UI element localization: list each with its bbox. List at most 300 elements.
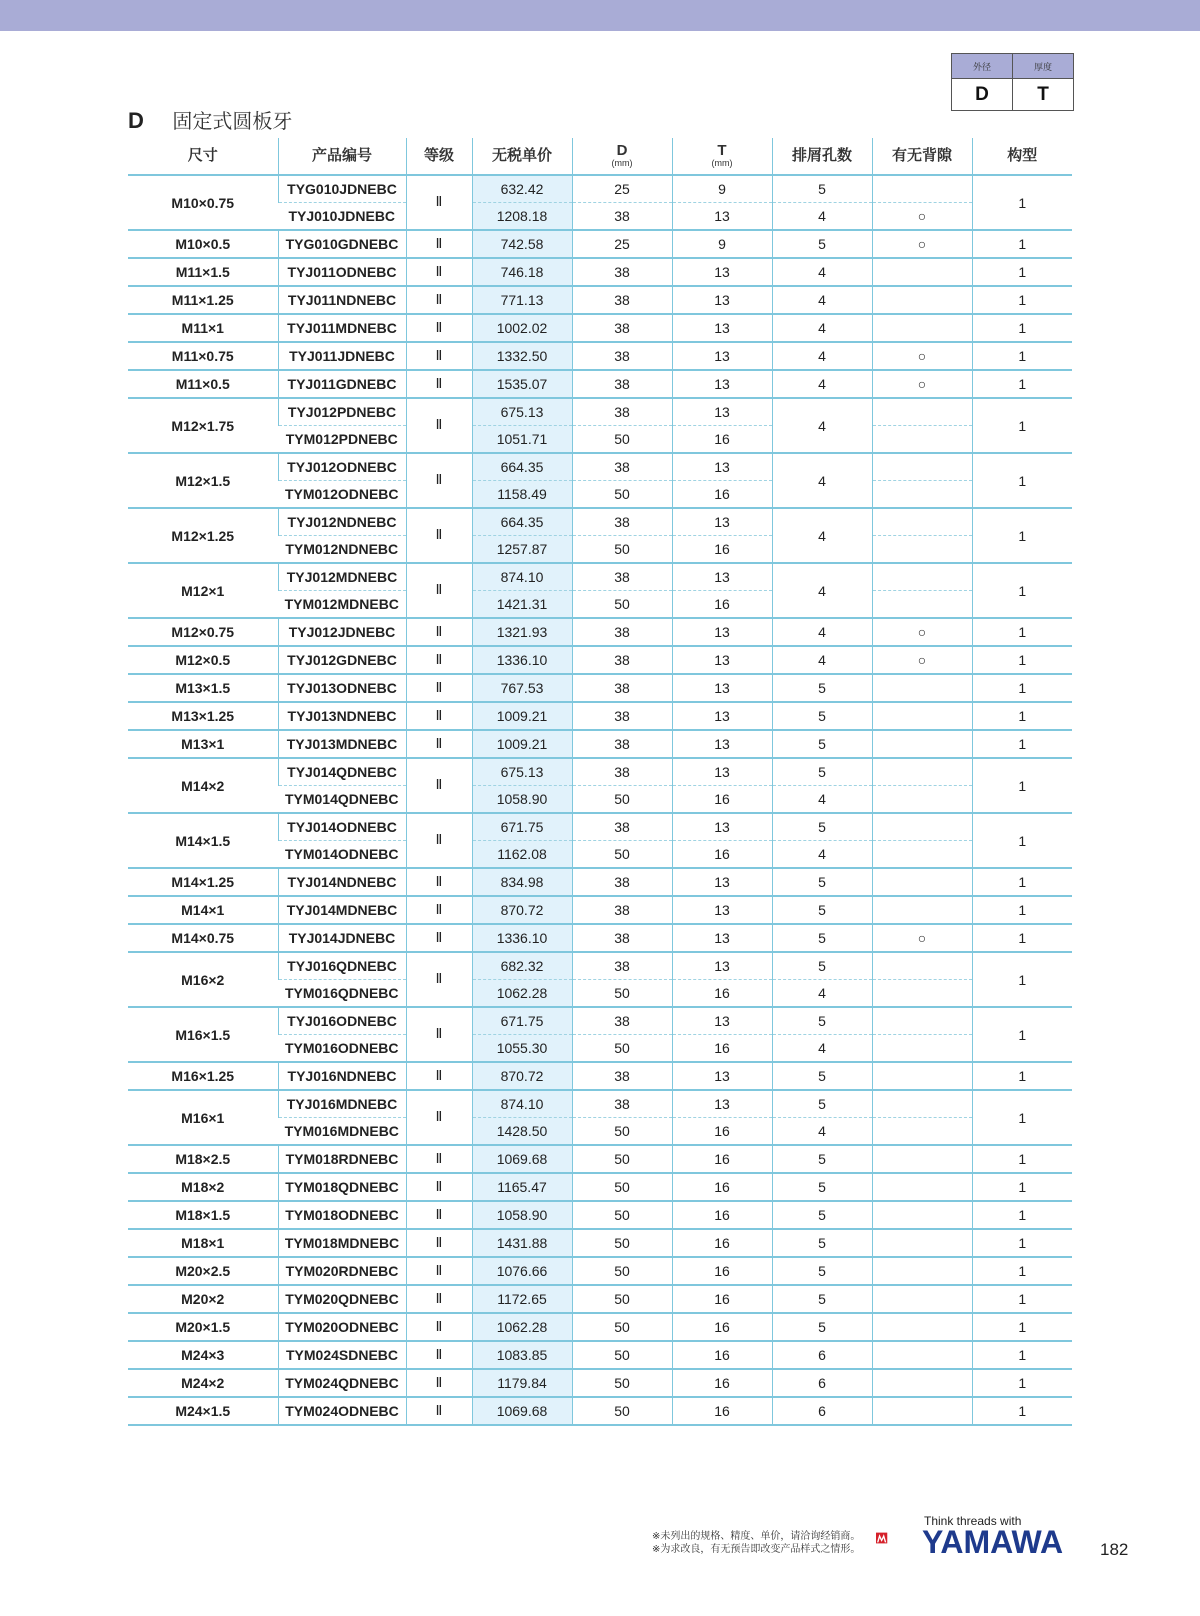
section-name: 固定式圆板牙	[172, 111, 293, 133]
type-cell: 1	[972, 813, 1072, 868]
holes-cell: 4	[772, 508, 872, 563]
table-row	[128, 230, 1072, 258]
diameter-cell: 50	[572, 841, 672, 869]
type-cell: 1	[972, 674, 1072, 702]
product-code-cell: TYJ016MDNEBC	[278, 1090, 406, 1118]
price-cell: 1162.08	[472, 841, 572, 869]
diameter-cell: 38	[572, 646, 672, 674]
size-cell: M14×1.5	[128, 813, 278, 868]
grade-cell: Ⅱ	[406, 896, 472, 924]
product-code-cell: TYM024QDNEBC	[278, 1369, 406, 1397]
legend-t: T	[1013, 79, 1074, 111]
price-cell: 1332.50	[472, 342, 572, 370]
thickness-cell: 13	[672, 398, 772, 426]
table-row	[128, 1397, 1072, 1425]
thickness-cell: 13	[672, 868, 772, 896]
price-cell: 1083.85	[472, 1341, 572, 1369]
header-type: 构型	[972, 138, 1072, 175]
table-row	[128, 1201, 1072, 1229]
size-cell: M16×1.25	[128, 1062, 278, 1090]
price-cell: 1428.50	[472, 1118, 572, 1146]
backlash-cell	[872, 175, 972, 203]
product-code-cell: TYM012ODNEBC	[278, 481, 406, 509]
product-code-cell: TYJ013NDNEBC	[278, 702, 406, 730]
table-row	[128, 758, 1072, 786]
price-cell: 1172.65	[472, 1285, 572, 1313]
price-cell: 1009.21	[472, 702, 572, 730]
diameter-cell: 50	[572, 1201, 672, 1229]
diameter-cell: 38	[572, 203, 672, 231]
type-cell: 1	[972, 563, 1072, 618]
header-d-unit: (mm)	[611, 158, 633, 169]
type-cell: 1	[972, 1369, 1072, 1397]
product-code-cell: TYJ014NDNEBC	[278, 868, 406, 896]
price-cell: 834.98	[472, 868, 572, 896]
holes-cell: 5	[772, 674, 872, 702]
grade-cell: Ⅱ	[406, 924, 472, 952]
price-cell: 1321.93	[472, 618, 572, 646]
diameter-cell: 50	[572, 1369, 672, 1397]
header-t	[672, 138, 772, 175]
type-cell: 1	[972, 1397, 1072, 1425]
diameter-cell: 50	[572, 1173, 672, 1201]
size-cell: M20×1.5	[128, 1313, 278, 1341]
backlash-cell	[872, 1257, 972, 1285]
thickness-cell: 13	[672, 370, 772, 398]
thickness-cell: 13	[672, 952, 772, 980]
grade-cell: Ⅱ	[406, 1369, 472, 1397]
table-row	[128, 1369, 1072, 1397]
diameter-cell: 38	[572, 813, 672, 841]
diameter-cell: 50	[572, 1035, 672, 1063]
price-cell: 1535.07	[472, 370, 572, 398]
diameter-cell: 38	[572, 618, 672, 646]
price-cell: 771.13	[472, 286, 572, 314]
backlash-cell	[872, 591, 972, 619]
backlash-cell: ○	[872, 924, 972, 952]
holes-cell: 5	[772, 1285, 872, 1313]
diameter-cell: 38	[572, 508, 672, 536]
product-code-cell: TYM012MDNEBC	[278, 591, 406, 619]
product-code-cell: TYJ012JDNEBC	[278, 618, 406, 646]
holes-cell: 5	[772, 1007, 872, 1035]
thickness-cell: 16	[672, 1201, 772, 1229]
backlash-cell	[872, 952, 972, 980]
footnotes	[652, 1530, 860, 1556]
holes-cell: 5	[772, 1173, 872, 1201]
holes-cell: 4	[772, 1035, 872, 1063]
type-cell: 1	[972, 314, 1072, 342]
product-code-cell: TYJ012NDNEBC	[278, 508, 406, 536]
product-code-cell: TYJ014ODNEBC	[278, 813, 406, 841]
price-cell: 1179.84	[472, 1369, 572, 1397]
size-cell: M18×2.5	[128, 1145, 278, 1173]
holes-cell: 4	[772, 342, 872, 370]
type-cell: 1	[972, 508, 1072, 563]
grade-cell: Ⅱ	[406, 1397, 472, 1425]
diameter-cell: 38	[572, 730, 672, 758]
type-cell: 1	[972, 1285, 1072, 1313]
size-cell: M10×0.75	[128, 175, 278, 230]
type-cell: 1	[972, 1062, 1072, 1090]
type-cell: 1	[972, 730, 1072, 758]
table-row	[128, 1229, 1072, 1257]
size-cell: M18×1.5	[128, 1201, 278, 1229]
table-body	[128, 175, 1072, 1425]
price-cell: 675.13	[472, 758, 572, 786]
thickness-cell: 13	[672, 674, 772, 702]
table-row	[128, 342, 1072, 370]
product-code-cell: TYJ012MDNEBC	[278, 563, 406, 591]
diameter-cell: 50	[572, 980, 672, 1008]
size-cell: M11×1.5	[128, 258, 278, 286]
thickness-cell: 16	[672, 1369, 772, 1397]
grade-cell: Ⅱ	[406, 370, 472, 398]
price-cell: 1069.68	[472, 1145, 572, 1173]
product-code-cell: TYM024ODNEBC	[278, 1397, 406, 1425]
legend-label-outer-diameter: 外径	[952, 54, 1013, 79]
diameter-cell: 38	[572, 370, 672, 398]
grade-cell: Ⅱ	[406, 398, 472, 453]
diameter-cell: 38	[572, 453, 672, 481]
grade-cell: Ⅱ	[406, 453, 472, 508]
size-cell: M24×3	[128, 1341, 278, 1369]
product-code-cell: TYM016MDNEBC	[278, 1118, 406, 1146]
diameter-cell: 25	[572, 175, 672, 203]
table-header-row	[128, 138, 1072, 175]
product-code-cell: TYM020ODNEBC	[278, 1313, 406, 1341]
product-code-cell: TYM012NDNEBC	[278, 536, 406, 564]
thickness-cell: 16	[672, 1229, 772, 1257]
holes-cell: 5	[772, 758, 872, 786]
thickness-cell: 16	[672, 841, 772, 869]
thickness-cell: 16	[672, 1397, 772, 1425]
type-cell: 1	[972, 896, 1072, 924]
table-row	[128, 674, 1072, 702]
diameter-cell: 38	[572, 758, 672, 786]
table-row	[128, 896, 1072, 924]
backlash-cell	[872, 1229, 972, 1257]
holes-cell: 5	[772, 702, 872, 730]
product-code-cell: TYM012PDNEBC	[278, 426, 406, 454]
header-t-unit: (mm)	[711, 158, 733, 169]
holes-cell: 4	[772, 980, 872, 1008]
table-row	[128, 286, 1072, 314]
holes-cell: 4	[772, 370, 872, 398]
holes-cell: 5	[772, 730, 872, 758]
price-cell: 874.10	[472, 1090, 572, 1118]
grade-cell: Ⅱ	[406, 1145, 472, 1173]
holes-cell: 5	[772, 868, 872, 896]
product-code-cell: TYJ016NDNEBC	[278, 1062, 406, 1090]
backlash-cell	[872, 1201, 972, 1229]
price-cell: 746.18	[472, 258, 572, 286]
backlash-cell	[872, 841, 972, 869]
product-code-cell: TYJ011ODNEBC	[278, 258, 406, 286]
size-cell: M16×2	[128, 952, 278, 1007]
product-code-cell: TYJ016QDNEBC	[278, 952, 406, 980]
product-code-cell: TYM016ODNEBC	[278, 1035, 406, 1063]
diameter-cell: 50	[572, 786, 672, 814]
holes-cell: 5	[772, 813, 872, 841]
diameter-cell: 38	[572, 896, 672, 924]
size-cell: M11×1.25	[128, 286, 278, 314]
table-row	[128, 702, 1072, 730]
backlash-cell	[872, 813, 972, 841]
product-code-cell: TYM020QDNEBC	[278, 1285, 406, 1313]
thickness-cell: 13	[672, 702, 772, 730]
price-cell: 1002.02	[472, 314, 572, 342]
diameter-cell: 38	[572, 674, 672, 702]
thickness-cell: 16	[672, 1341, 772, 1369]
thickness-cell: 16	[672, 1257, 772, 1285]
diameter-cell: 50	[572, 591, 672, 619]
diameter-cell: 50	[572, 1313, 672, 1341]
type-cell: 1	[972, 1201, 1072, 1229]
header-holes: 排屑孔数	[772, 138, 872, 175]
diameter-cell: 38	[572, 1062, 672, 1090]
table-row	[128, 398, 1072, 426]
thickness-cell: 13	[672, 646, 772, 674]
backlash-cell	[872, 1062, 972, 1090]
thickness-cell: 13	[672, 286, 772, 314]
section-letter: D	[128, 108, 144, 133]
type-cell: 1	[972, 1341, 1072, 1369]
size-cell: M16×1	[128, 1090, 278, 1145]
type-cell: 1	[972, 646, 1072, 674]
thickness-cell: 16	[672, 1285, 772, 1313]
grade-cell: Ⅱ	[406, 286, 472, 314]
backlash-cell	[872, 730, 972, 758]
thickness-cell: 13	[672, 258, 772, 286]
backlash-cell	[872, 426, 972, 454]
product-table	[128, 138, 1072, 1426]
type-cell: 1	[972, 618, 1072, 646]
price-cell: 1257.87	[472, 536, 572, 564]
thickness-cell: 13	[672, 924, 772, 952]
price-cell: 1051.71	[472, 426, 572, 454]
grade-cell: Ⅱ	[406, 1062, 472, 1090]
holes-cell: 5	[772, 175, 872, 203]
diameter-cell: 38	[572, 1007, 672, 1035]
diameter-cell: 38	[572, 868, 672, 896]
backlash-cell	[872, 980, 972, 1008]
thickness-cell: 16	[672, 1035, 772, 1063]
header-d	[572, 138, 672, 175]
product-code-cell: TYM024SDNEBC	[278, 1341, 406, 1369]
backlash-cell	[872, 481, 972, 509]
grade-cell: Ⅱ	[406, 618, 472, 646]
size-cell: M20×2	[128, 1285, 278, 1313]
table-row	[128, 453, 1072, 481]
diameter-cell: 50	[572, 536, 672, 564]
diameter-cell: 38	[572, 398, 672, 426]
backlash-cell	[872, 868, 972, 896]
product-code-cell: TYJ011GDNEBC	[278, 370, 406, 398]
backlash-cell: ○	[872, 342, 972, 370]
type-cell: 1	[972, 258, 1072, 286]
holes-cell: 4	[772, 618, 872, 646]
price-cell: 1076.66	[472, 1257, 572, 1285]
grade-cell: Ⅱ	[406, 342, 472, 370]
price-cell: 1062.28	[472, 980, 572, 1008]
grade-cell: Ⅱ	[406, 952, 472, 1007]
table-row	[128, 370, 1072, 398]
grade-cell: Ⅱ	[406, 1229, 472, 1257]
product-code-cell: TYJ012ODNEBC	[278, 453, 406, 481]
product-code-cell: TYM018RDNEBC	[278, 1145, 406, 1173]
holes-cell: 5	[772, 1062, 872, 1090]
product-code-cell: TYJ011NDNEBC	[278, 286, 406, 314]
price-cell: 671.75	[472, 1007, 572, 1035]
backlash-cell	[872, 1341, 972, 1369]
grade-cell: Ⅱ	[406, 1007, 472, 1062]
type-cell: 1	[972, 175, 1072, 230]
legend-label-thickness: 厚度	[1013, 54, 1074, 79]
grade-cell: Ⅱ	[406, 230, 472, 258]
backlash-cell	[872, 314, 972, 342]
holes-cell: 5	[772, 1313, 872, 1341]
backlash-cell	[872, 453, 972, 481]
thickness-cell: 13	[672, 1090, 772, 1118]
backlash-cell	[872, 1313, 972, 1341]
thickness-cell: 13	[672, 203, 772, 231]
holes-cell: 5	[772, 1229, 872, 1257]
holes-cell: 4	[772, 1118, 872, 1146]
grade-cell: Ⅱ	[406, 674, 472, 702]
thickness-cell: 9	[672, 230, 772, 258]
holes-cell: 5	[772, 1201, 872, 1229]
holes-cell: 6	[772, 1341, 872, 1369]
header-backlash: 有无背隙	[872, 138, 972, 175]
backlash-cell: ○	[872, 230, 972, 258]
grade-cell: Ⅱ	[406, 508, 472, 563]
type-cell: 1	[972, 868, 1072, 896]
table-row	[128, 175, 1072, 203]
thickness-cell: 16	[672, 591, 772, 619]
backlash-cell	[872, 786, 972, 814]
size-cell: M11×0.5	[128, 370, 278, 398]
type-cell: 1	[972, 342, 1072, 370]
holes-cell: 4	[772, 841, 872, 869]
header-code: 产品编号	[278, 138, 406, 175]
backlash-cell	[872, 563, 972, 591]
thickness-cell: 13	[672, 730, 772, 758]
holes-cell: 4	[772, 258, 872, 286]
product-code-cell: TYJ013MDNEBC	[278, 730, 406, 758]
product-code-cell: TYM018QDNEBC	[278, 1173, 406, 1201]
table-row	[128, 813, 1072, 841]
backlash-cell	[872, 398, 972, 426]
price-cell: 1421.31	[472, 591, 572, 619]
thickness-cell: 16	[672, 1145, 772, 1173]
header-t-label: T	[717, 142, 727, 160]
price-cell: 1431.88	[472, 1229, 572, 1257]
holes-cell: 5	[772, 896, 872, 924]
thickness-cell: 13	[672, 758, 772, 786]
table-row	[128, 618, 1072, 646]
size-cell: M12×1.25	[128, 508, 278, 563]
thickness-cell: 13	[672, 896, 772, 924]
size-cell: M12×0.5	[128, 646, 278, 674]
price-cell: 1055.30	[472, 1035, 572, 1063]
type-cell: 1	[972, 952, 1072, 1007]
table-row	[128, 1257, 1072, 1285]
backlash-cell	[872, 758, 972, 786]
diameter-cell: 38	[572, 286, 672, 314]
size-cell: M12×0.75	[128, 618, 278, 646]
header-d-label: D	[616, 142, 628, 160]
size-cell: M11×1	[128, 314, 278, 342]
product-code-cell: TYM016QDNEBC	[278, 980, 406, 1008]
brand-slogan: Think threads with	[924, 1514, 1022, 1528]
type-cell: 1	[972, 286, 1072, 314]
thickness-cell: 16	[672, 1173, 772, 1201]
size-cell: M12×1	[128, 563, 278, 618]
backlash-cell	[872, 1035, 972, 1063]
thickness-cell: 13	[672, 618, 772, 646]
grade-cell: Ⅱ	[406, 868, 472, 896]
product-code-cell: TYM014ODNEBC	[278, 841, 406, 869]
price-cell: 664.35	[472, 508, 572, 536]
table-row	[128, 1285, 1072, 1313]
backlash-cell	[872, 1007, 972, 1035]
grade-cell: Ⅱ	[406, 758, 472, 813]
diameter-cell: 50	[572, 1229, 672, 1257]
holes-cell: 4	[772, 398, 872, 453]
price-cell: 767.53	[472, 674, 572, 702]
price-cell: 1336.10	[472, 924, 572, 952]
table-row	[128, 258, 1072, 286]
size-cell: M18×1	[128, 1229, 278, 1257]
header-price: 无税单价	[472, 138, 572, 175]
grade-cell: Ⅱ	[406, 1201, 472, 1229]
thickness-cell: 16	[672, 481, 772, 509]
size-cell: M10×0.5	[128, 230, 278, 258]
product-code-cell: TYJ014JDNEBC	[278, 924, 406, 952]
type-cell: 1	[972, 758, 1072, 813]
type-cell: 1	[972, 1257, 1072, 1285]
type-cell: 1	[972, 453, 1072, 508]
product-code-cell: TYJ013ODNEBC	[278, 674, 406, 702]
product-code-cell: TYJ011JDNEBC	[278, 342, 406, 370]
diameter-cell: 38	[572, 342, 672, 370]
type-cell: 1	[972, 1090, 1072, 1145]
grade-cell: Ⅱ	[406, 1090, 472, 1145]
dimension-legend	[951, 53, 1074, 111]
table-row	[128, 314, 1072, 342]
grade-cell: Ⅱ	[406, 1173, 472, 1201]
type-cell: 1	[972, 1229, 1072, 1257]
size-cell: M14×2	[128, 758, 278, 813]
holes-cell: 4	[772, 786, 872, 814]
product-code-cell: TYM020RDNEBC	[278, 1257, 406, 1285]
thickness-cell: 16	[672, 536, 772, 564]
diameter-cell: 38	[572, 314, 672, 342]
price-cell: 671.75	[472, 813, 572, 841]
thickness-cell: 16	[672, 786, 772, 814]
diameter-cell: 50	[572, 1341, 672, 1369]
price-cell: 1336.10	[472, 646, 572, 674]
holes-cell: 6	[772, 1369, 872, 1397]
diameter-cell: 50	[572, 1145, 672, 1173]
thickness-cell: 13	[672, 342, 772, 370]
holes-cell: 4	[772, 203, 872, 231]
footnote-2: ※为求改良，有无预告即改变产品样式之情形。	[652, 1544, 861, 1555]
diameter-cell: 38	[572, 952, 672, 980]
price-cell: 632.42	[472, 175, 572, 203]
grade-cell: Ⅱ	[406, 646, 472, 674]
